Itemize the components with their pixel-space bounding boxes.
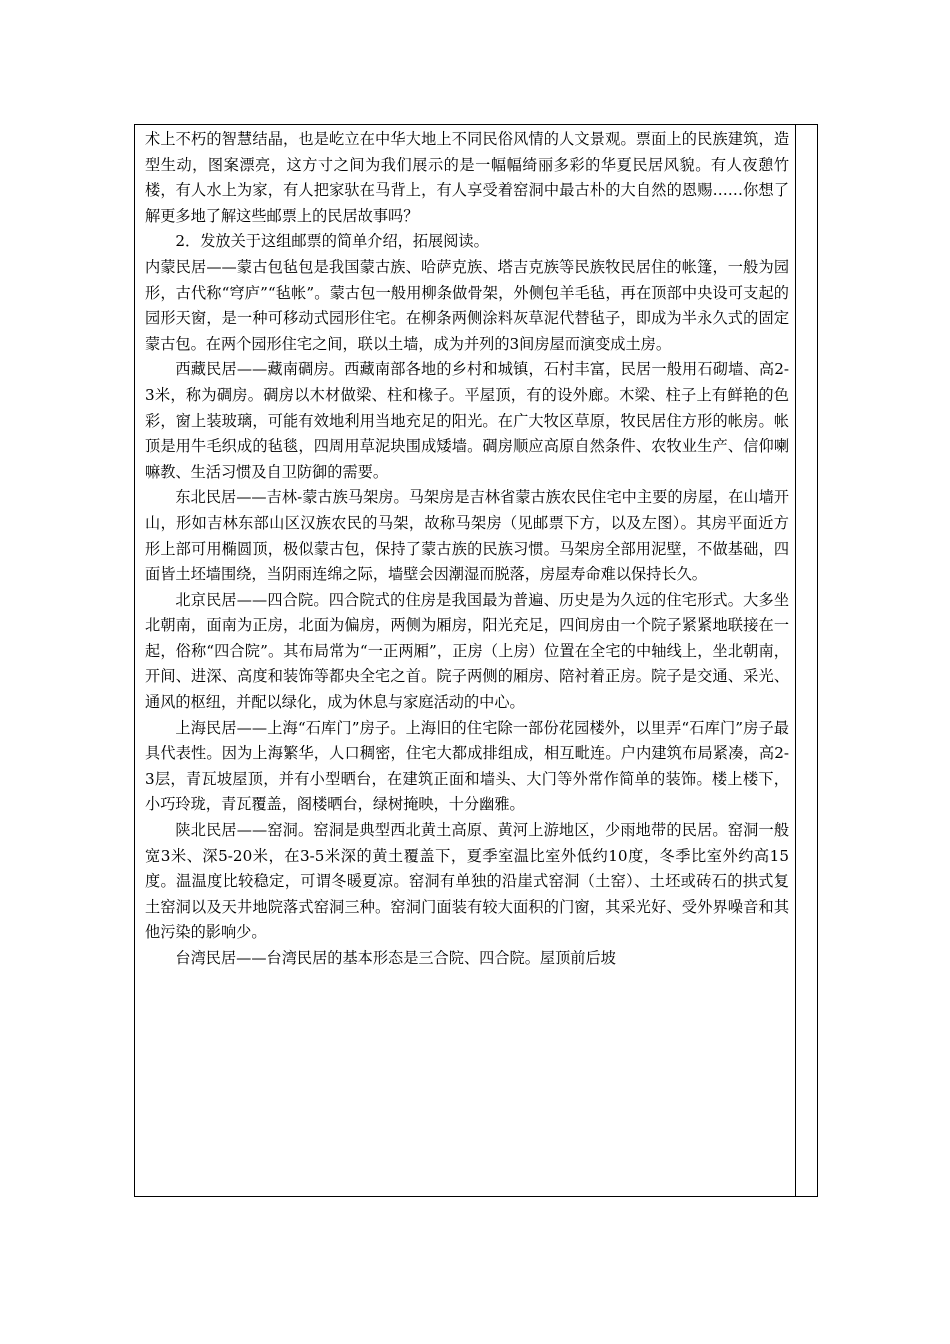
notes-cell: [796, 125, 818, 1196]
paragraph-intro: 术上不朽的智慧结晶，也是屹立在中华大地上不同民俗风情的人文景观。票面上的民族建筑，造型生动，图案漂亮，这方寸之间为我们展示的是一幅幅绮丽多彩的华夏民居风貌。有人夜憩竹楼，有人水上为家，有人把家驮在马背上，有人享受着窑洞中最古朴的大自然的恩赐……你想了解更多地了解这些邮票上的民居故事吗？: [145, 130, 789, 225]
paragraph-tibet: 西藏民居——藏南碉房。西藏南部各地的乡村和城镇，石村丰富，民居一般用石砌墙、高2-3米，称为碉房。碉房以木材做梁、柱和椽子。平屋顶，有的设外廊。木梁、柱子上有鲜艳的色彩，窗上装玻璃，可能有效地利用当地充足的阳光。在广大牧区草原，牧民居住方形的帐房。帐顶是用牛毛织成的毡毯，四周用草泥块围成矮墙。碉房顺应高原自然条件、农牧业生产、信仰喇嘛教、生活习惯及自卫防御的需要。: [145, 360, 789, 481]
lesson-plan-table: [134, 124, 818, 1197]
paragraph-shanghai: 上海民居——上海“石库门”房子。上海旧的住宅除一部份花园楼外，以里弄“石库门”房子最具代表性。因为上海繁华，人口稠密，住宅大都成排组成，相互毗连。户内建筑布局紧凑，高2-3层，青瓦坡屋顶，并有小型晒台，在建筑正面和墙头、大门等外常作简单的装饰。楼上楼下，小巧玲珑，青瓦覆盖，阁楼晒台，绿树掩映，十分幽雅。: [145, 718, 789, 814]
paragraph-step-2: 2．发放关于这组邮票的简单介绍，拓展阅读。: [175, 232, 489, 251]
paragraph-shaanxi: 陕北民居——窑洞。窑洞是典型西北黄土高原、黄河上游地区，少雨地带的民居。窑洞一般宽3米、深5-20米，在3-5米深的黄土覆盖下，夏季室温比室外低约10度，冬季比室外约高15度。温温度比较稳定，可谓冬暖夏凉。窑洞有单独的沿崖式窑洞（土窑）、土坯或砖石的拱式复土窑洞以及天井地院落式窑洞三种。窑洞门面装有较大面积的门窗，其采光好、受外界噪音和其他污染的影响少。: [145, 821, 789, 942]
paragraph-inner-mongolia: 内蒙民居——蒙古包毡包是我国蒙古族、哈萨克族、塔吉克族等民族牧民居住的帐篷，一般为园形，古代称“穹庐”“毡帐”。蒙古包一般用柳条做骨架，外侧包羊毛毡，再在顶部中央设可支起的园形天窗，是一种可移动式园形住宅。在柳条两侧涂料灰草泥代替毡子，即成为半永久式的固定蒙古包。在两个园形住宅之间，联以土墙，成为并列的3间房屋而演变成土房。: [145, 257, 789, 353]
main-text-cell: [145, 127, 789, 972]
paragraph-taiwan: 台湾民居——台湾民居的基本形态是三合院、四合院。屋顶前后坡: [175, 949, 616, 967]
paragraph-northeast: 东北民居——吉林-蒙古族马架房。马架房是吉林省蒙古族农民住宅中主要的房屋，在山墙开山，形如吉林东部山区汉族农民的马架，故称马架房（见邮票下方，以及左图）。其房平面近方形上部可用椭圆顶，极似蒙古包，保持了蒙古族的民族习惯。马架房全部用泥壁，不做基础，四面皆土坯墙围绕，当阴雨连绵之际，墙壁会因潮湿而脱落，房屋寿命难以保持长久。: [145, 488, 789, 584]
paragraph-beijing: 北京民居——四合院。四合院式的住房是我国最为普遍、历史是为久远的住宅形式。大多坐北朝南，面南为正房，北面为偏房，两侧为厢房，阳光充足，四间房由一个院子紧紧地联接在一起，俗称“四合院”。其布局常为“一正两厢”，正房（上房）位置在全宅的中轴线上，坐北朝南，开间、进深、高度和装饰等都央全宅之首。院子两侧的厢房、陪衬着正房。院子是交通、采光、通风的枢纽，并配以绿化，成为休息与家庭活动的中心。: [145, 590, 789, 712]
